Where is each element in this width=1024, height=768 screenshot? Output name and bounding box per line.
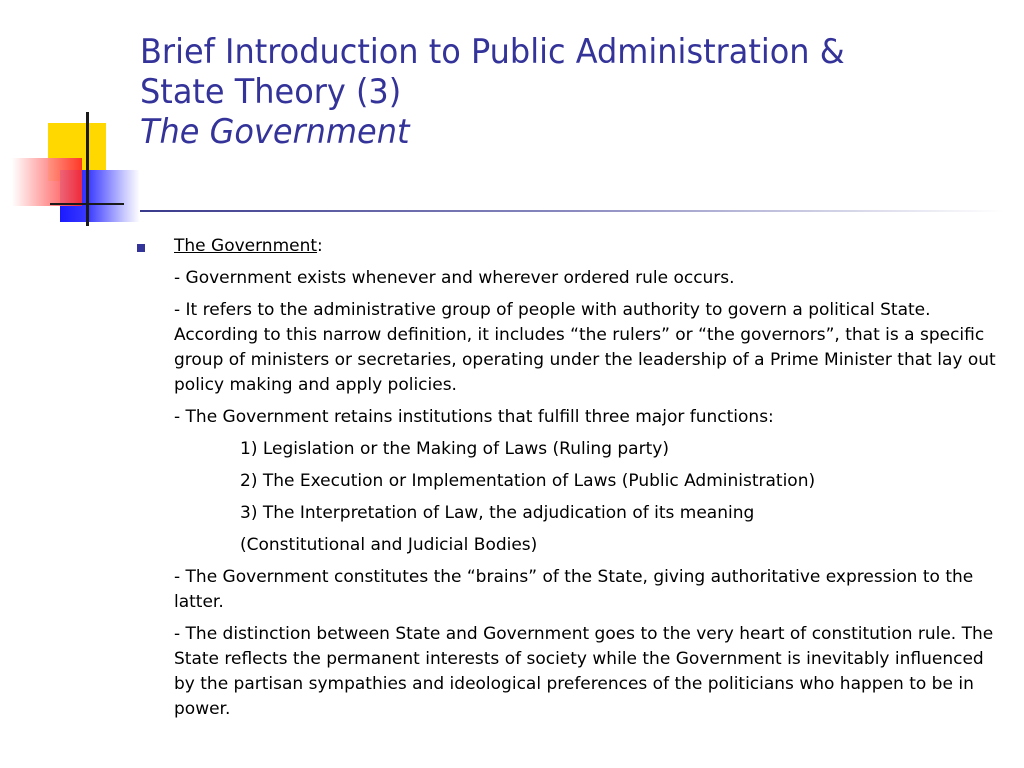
heading-text: The Government: [174, 236, 318, 256]
bullet-heading: [174, 234, 1004, 259]
paragraph-2: - It refers to the administrative group of people with authority to govern a political State. According to this narrow definition, it includes “the rulers” or “the governors”, that is a specific group of ministers or secretaries, operating under the leadership of a Prime Minister that lay out policy making and apply policies.: [174, 300, 996, 395]
heading-colon: :: [317, 236, 323, 256]
square-bullet-icon: [137, 244, 145, 252]
title-line-3: The Government: [140, 112, 410, 152]
function-3: 3) The Interpretation of Law, the adjudication of its meaning: [240, 503, 755, 523]
paragraph-5: - The distinction between State and Government goes to the very heart of constitution rule. The State reflects the permanent interests of society while the Government is inevitably influenced by the partisan sympathies and ideological preferences of the politicians who happen to be in power.: [174, 624, 994, 719]
paragraph-1: - Government exists whenever and wherever ordered rule occurs.: [174, 268, 735, 288]
function-3-continued: (Constitutional and Judicial Bodies): [240, 535, 538, 555]
title-line-1: Brief Introduction to Public Administration &: [140, 32, 845, 72]
logo-horizontal-line: [50, 203, 124, 205]
title-underline: [140, 210, 1004, 212]
slide-body: [174, 234, 1004, 729]
title-line-2: State Theory (3): [140, 72, 402, 112]
red-block: [12, 158, 82, 206]
function-2: 2) The Execution or Implementation of Laws (Public Administration): [240, 471, 816, 491]
function-1: 1) Legislation or the Making of Laws (Ruling party): [240, 439, 669, 459]
slide-title: [140, 32, 958, 152]
paragraph-4: - The Government constitutes the “brains” of the State, giving authoritative expression to the latter.: [174, 567, 974, 612]
paragraph-3: - The Government retains institutions that fulfill three major functions:: [174, 407, 774, 427]
logo-vertical-line: [86, 112, 89, 226]
